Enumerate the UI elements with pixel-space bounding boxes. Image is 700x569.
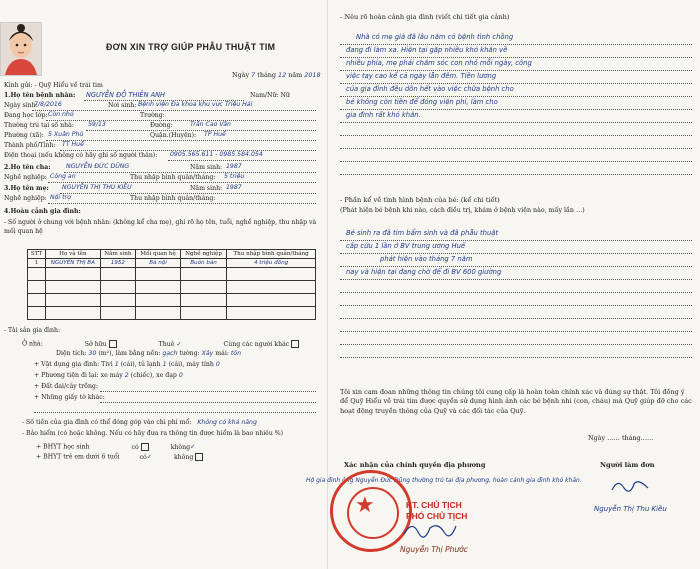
mother-income-label: Thu nhập bình quân/tháng: — [130, 195, 216, 202]
cell-relation: Bà nội — [136, 259, 181, 268]
disease-line: nay và hiện tại đang chờ để đi BV 600 giường — [346, 268, 502, 276]
mother-job-label: Nghề nghiệp: — [4, 195, 47, 202]
patient-name: NGUYỄN ĐỖ THIÊN ANH — [86, 91, 166, 99]
table-row — [28, 268, 316, 281]
story-line: bé không còn tiền để đóng viện phí, làm cho — [346, 98, 498, 106]
father-income: 5 triệu — [224, 173, 245, 180]
section-1-label: 1.Họ tên bệnh nhân: — [4, 92, 76, 99]
mother-year-label: Năm sinh: — [190, 185, 223, 192]
family-table — [27, 249, 316, 320]
people-instruction: - Số người ở chung với bệnh nhân: (không kể cha mẹ), ghi rõ họ tên, tuổi, nghề nghiệp, thu nhập và mối quan hệ — [4, 219, 317, 235]
recipient: Kính gửi: - Quỹ Hiểu về trái tim — [4, 82, 103, 89]
local-confirmation-label: Xác nhận của chính quyền địa phương — [344, 461, 486, 469]
col-income: Thu nhập bình quân/tháng — [227, 250, 316, 259]
bhyt-child-row: + BHYT trẻ em dưới 6 tuổi có✓ không — [36, 453, 203, 461]
mother-job: Nội trợ — [50, 194, 71, 201]
assets-label: - Tài sản gia đình: — [4, 327, 61, 334]
father-year-label: Năm sinh: — [190, 164, 223, 171]
col-relation: Mối quan hệ — [136, 250, 181, 259]
house-number: 59/13 — [88, 121, 106, 128]
street-label: Đường: — [150, 122, 173, 129]
area-row: Diện tích: 30 (m²), làm bằng nền: gạch tường: Xây mái: tôn — [56, 350, 242, 357]
col-name: Họ và tên — [46, 250, 100, 259]
section-4-label: 4.Hoàn cảnh gia đình: — [4, 208, 81, 215]
dob: 7/8/2016 — [34, 101, 62, 108]
father-income-label: Thu nhập bình quân/tháng: — [130, 174, 216, 181]
ward-label: Phường (xã): — [4, 132, 44, 139]
cell-stt: 1 — [28, 259, 46, 268]
table-row — [28, 307, 316, 320]
gender: Nam/Nữ: Nữ — [250, 92, 290, 99]
form-title: ĐƠN XIN TRỢ GIÚP PHẪU THUẬT TIM — [106, 42, 276, 52]
disease-instruction-detail: (Phát hiện bé bệnh khi nào, cách điều trị, khám ở bệnh viện nào, mấy lần …) — [340, 207, 585, 214]
district-label: Quận.(Huyện): — [150, 132, 197, 139]
phone: 0905.565.611 - 0985.584.054 — [170, 151, 263, 158]
disease-instruction: - Phần kể về tình hình bệnh của bé: (kể chi tiết) — [340, 196, 500, 204]
col-year: Năm sinh — [100, 250, 136, 259]
cell-name: NGUYỄN THỊ BA — [46, 259, 100, 268]
disease-line: phát hiện vào tháng 7 năm — [380, 255, 473, 263]
applicant-label: Người làm đơn — [600, 461, 655, 469]
story-line: nhiều phía, mẹ phải chăm sóc con nhỏ mỗi ngày, công — [346, 59, 532, 67]
mother-year: 1987 — [226, 184, 242, 191]
city: TT Huế — [62, 141, 84, 148]
col-job: Nghề nghiệp — [180, 250, 226, 259]
mother-name: NGUYỄN THỊ THU KIỀU — [62, 184, 132, 191]
disease-line: Bé sinh ra đã tim bẩm sinh và đã phẫu thuật — [346, 229, 499, 237]
dob-label: Ngày sinh: — [4, 102, 38, 109]
address-label: Thường trú tại số nhà: — [4, 122, 74, 129]
date-line: Ngày 7 tháng 12 năm 2018 — [232, 71, 321, 79]
city-label: Thành phố/Tỉnh: — [4, 142, 56, 149]
applicant-name: Nguyễn Thị Thu Kiều — [594, 505, 667, 513]
commitment-text: Tôi xin cam đoan những thông tin chúng tôi cung cấp là hoàn toàn chính xác và đúng sự thật. Tôi đồng ý để Quỹ Hiểu về trái tim được quyền sử dụng hình ảnh các bé bệnh nhi (con, cháu) mà Quỹ giúp đỡ cho các hoạt động truyền thông của Quỹ và các đối tác của Quỹ. — [340, 388, 692, 415]
father-job-label: Nghề nghiệp: — [4, 174, 47, 181]
local-confirmation-text: Hộ gia đình ông Nguyễn Đức Dũng thường trú tại địa phương, hoàn cảnh gia đình khó khăn. — [306, 477, 582, 484]
family-situation-instruction: - Nêu rõ hoàn cảnh gia đình (viết chi tiết gia cảnh) — [340, 13, 510, 21]
applicant-signature — [608, 476, 652, 498]
story-line: việc tay cao kể cả ngày lẫn đêm. Tiền lương — [346, 72, 497, 80]
insurance-label: - Bảo hiểm (có hoặc không. Nếu có hãy đưa ra thông tin được hiểm là bao nhiêu %) — [22, 430, 284, 437]
cell-year: 1952 — [100, 259, 136, 268]
official-name: Nguyễn Thị Phước — [400, 545, 468, 554]
land-label: + Đất đai/cây trồng: — [34, 383, 98, 390]
section-3-label: 3.Họ tên mẹ: — [4, 185, 49, 192]
father-year: 1987 — [226, 163, 242, 170]
official-stamp: ★ — [330, 470, 412, 552]
section-2-label: 2.Họ tên cha: — [4, 164, 51, 171]
col-stt: STT — [28, 250, 46, 259]
patient-photo — [0, 22, 42, 76]
vice-chairman-label: PHÓ CHỦ TỊCH — [406, 511, 468, 521]
disease-line: cấp cứu 1 lần ở BV trung ương Huế — [346, 242, 466, 250]
cell-job: Buôn bán — [180, 259, 226, 268]
district: TP Huế — [204, 131, 226, 138]
phone-label: Điện thoại (nếu không có hãy ghi số người thân): — [4, 152, 158, 159]
appliances-row: + Vật dụng gia đình: Tivi 1 (cái), tủ lạnh 1 (cái), máy tính 0 — [34, 361, 220, 368]
education: Còn nhỏ — [48, 111, 74, 118]
transport-row: + Phương tiện đi lại: xe máy 2 (chiếc), xe đạp 0 — [34, 372, 183, 379]
housing-row: Ở nhà: Sở hữu Thuê ✓ Cùng các người khác — [22, 340, 299, 348]
kt-chairman-label: KT. CHỦ TỊCH — [406, 500, 462, 510]
street: Trần Cao Vân — [190, 121, 231, 128]
story-line: Nhà có mẹ già đã lâu năm có bệnh tình chồng — [356, 33, 514, 41]
story-line: của gia đình đều dồn hết vào việc chữa bệnh cho — [346, 85, 514, 93]
table-row — [28, 294, 316, 307]
bhyt-student-row: + BHYT học sinh có không✓ — [36, 443, 196, 451]
school-label: Trường: — [140, 112, 165, 119]
father-job: Công an — [50, 173, 76, 180]
ward: 5 Xuân Phú — [48, 131, 84, 138]
story-line: đang đi làm xa. Hiện tại gặp nhiều khó khăn về — [346, 46, 508, 54]
official-signature — [400, 518, 460, 540]
education-label: Đang học lớp: — [4, 112, 48, 119]
birthplace-label: Nơi sinh: — [108, 102, 137, 109]
support-row: - Số tiền của gia đình có thể đóng góp vào chi phí mổ: Không có khả năng — [22, 419, 257, 426]
table-row — [28, 281, 316, 294]
father-name: NGUYỄN ĐỨC DŨNG — [66, 163, 130, 170]
birthplace: Bệnh viện Đa khoa khu vực Triệu Hải — [138, 101, 253, 108]
table-row — [28, 259, 316, 268]
story-line: gia đình rất khó khăn. — [346, 111, 421, 119]
cell-income: 4 triệu đồng — [227, 259, 316, 268]
table-header-row — [28, 250, 316, 259]
signature-date: Ngày …… tháng…… — [588, 434, 654, 442]
other-docs-label: + Những giấy tờ khác: — [34, 394, 105, 401]
